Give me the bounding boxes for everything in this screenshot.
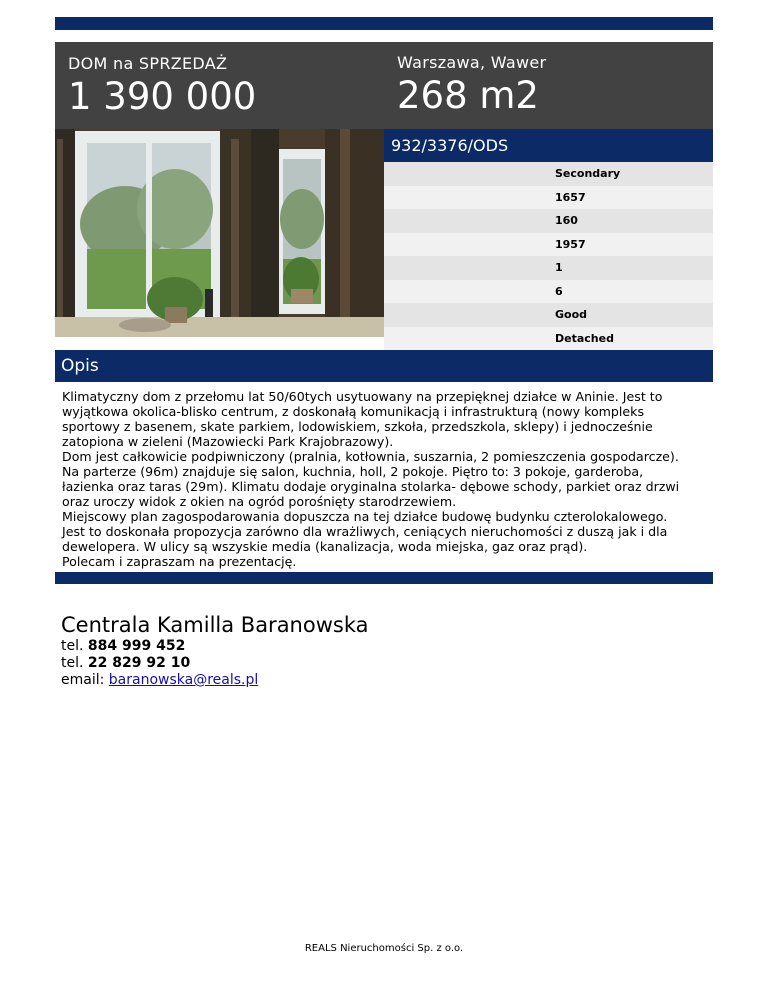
description-line: dewelopera. W ulicy są wszyskie media (kanalizacja, woda miejska, gaz oraz prąd). — [62, 539, 588, 554]
phone-label: tel. — [61, 655, 84, 671]
detail-usable-area: 160 — [384, 209, 713, 233]
description-line: Jest to doskonała propozycja zarówno dla wrażliwych, ceniących nieruchomości z duszą jak i dla — [62, 524, 668, 539]
description-line: wyjątkowa okolica-blisko centrum, z doskonałą komunikacją i infrastrukturą (nowy kompleks — [62, 404, 645, 419]
agent-name: Centrala Kamilla Baranowska — [61, 613, 369, 637]
description-line: Dom jest całkowicie podpiwniczony (pralnia, kotłownia, suszarnia, 2 pomieszczenia gospodarcze). — [62, 449, 679, 464]
description-line: Na parterze (96m) znajduje się salon, kuchnia, holl, 2 pokoje. Piętro to: 3 pokoje, garderoba, — [62, 464, 644, 479]
phone-number-1: 884 999 452 — [87, 638, 186, 654]
bottom-accent-bar — [55, 572, 713, 584]
header-left — [68, 54, 256, 117]
detail-condition: Good — [384, 303, 713, 327]
email-label: email: — [61, 672, 105, 688]
detail-plot-area: 1657 — [384, 186, 713, 210]
detail-rooms: 6 — [384, 280, 713, 304]
description-line: oraz uroczy widok z okien na ogród porośnięty starodrzewiem. — [62, 494, 457, 509]
description-text — [62, 389, 712, 569]
phone-line-2 — [61, 655, 369, 672]
location: Warszawa, Wawer — [397, 53, 547, 72]
description-line: Polecam i zapraszam na prezentację. — [62, 554, 297, 569]
listing-header — [55, 42, 713, 129]
description-line: łazienka oraz taras (29m). Klimatu dodaje oryginalna stolarka- dębowe schody, parkiet oraz drzwi — [62, 479, 680, 494]
email-link[interactable]: baranowska@reals.pl — [108, 672, 259, 688]
area: 268 m2 — [397, 74, 539, 117]
listing-reference: 932/3376/ODS — [384, 129, 713, 162]
house-window-photo — [55, 129, 384, 337]
detail-floors: 1 — [384, 256, 713, 280]
top-accent-bar — [55, 17, 713, 30]
description-heading: Opis — [55, 350, 713, 382]
footer-company: REALS Nieruchomości Sp. z o.o. — [304, 943, 464, 954]
header-right — [397, 53, 546, 116]
detail-year-built: 1957 — [384, 233, 713, 257]
detail-building-type: Detached — [384, 327, 713, 351]
description-line: zatopiona w zieleni (Mazowiecki Park Krajobrazowy). — [62, 434, 394, 449]
email-line — [61, 672, 369, 689]
details-table — [384, 162, 713, 350]
description-line: Miejscowy plan zagospodarowania dopuszcza na tej działce budowę budynku czterolokalowego. — [62, 509, 668, 524]
phone-number-2: 22 829 92 10 — [87, 655, 191, 671]
description-line: sportowy z basenem, skate parkiem, lodowiskiem, szkoła, przedszkola, sklepy) i jednocześnie — [62, 419, 653, 434]
price: 1 390 000 — [68, 75, 257, 118]
phone-label: tel. — [61, 638, 84, 654]
detail-market: Secondary — [384, 162, 713, 186]
offer-type: DOM na SPRZEDAŻ — [68, 54, 228, 73]
description-line: Klimatyczny dom z przełomu lat 50/60tych usytuowany na przepięknej działce w Aninie. Jest to — [62, 389, 663, 404]
agent-contact — [61, 612, 369, 689]
phone-line-1 — [61, 638, 369, 655]
